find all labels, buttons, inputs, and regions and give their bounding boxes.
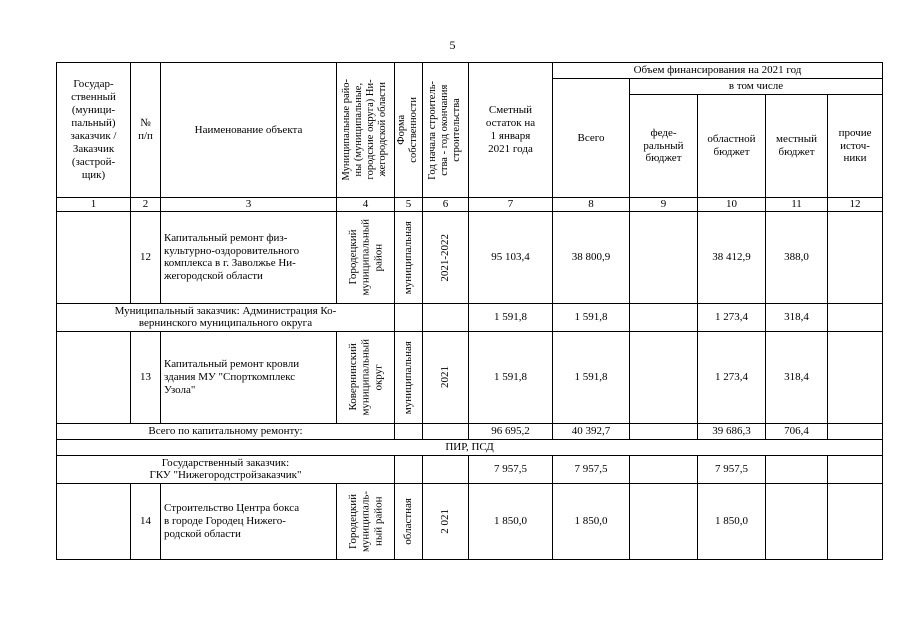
cell-object-name: Строительство Центра бокса в городе Городец Нижего- родской области xyxy=(161,483,337,559)
cell-total: 38 800,9 xyxy=(553,211,630,303)
cell-ownership: муниципальная xyxy=(395,331,423,423)
cell-estimate: 1 850,0 xyxy=(469,483,553,559)
cell-federal xyxy=(630,483,698,559)
colnum-5: 5 xyxy=(395,198,423,212)
cell-total: 1 591,8 xyxy=(553,331,630,423)
colnum-4: 4 xyxy=(337,198,395,212)
cell-regional: 1 850,0 xyxy=(698,483,766,559)
table-row xyxy=(57,483,883,559)
cell-no: 14 xyxy=(131,483,161,559)
header-regional: областной бюджет xyxy=(698,95,766,198)
cell-other xyxy=(828,483,883,559)
customer-row-koverninsky xyxy=(57,303,883,331)
header-estimate: Сметный остаток на 1 января 2021 года xyxy=(469,63,553,198)
total-row-capital-repair xyxy=(57,423,883,439)
cell-years: 2021-2022 xyxy=(423,211,469,303)
customer-label: Государственный заказчик: ГКУ "Нижегородстройзаказчик" xyxy=(57,455,395,483)
customer-label: Муниципальный заказчик: Администрация Ко- вернинского муниципального округа xyxy=(57,303,395,331)
table-row xyxy=(57,211,883,303)
cell-ownership: муниципальная xyxy=(395,211,423,303)
header-object-name: Наименование объекта xyxy=(161,63,337,198)
colnum-11: 11 xyxy=(766,198,828,212)
header-years: Год начала строитель- ства - год окончания строительства xyxy=(423,63,469,198)
cell-years: 2 021 xyxy=(423,483,469,559)
colnum-8: 8 xyxy=(553,198,630,212)
cell-estimate: 1 591,8 xyxy=(469,331,553,423)
cell-object-name: Капитальный ремонт кровли здания МУ "Спорткомплекс Узола" xyxy=(161,331,337,423)
table-row xyxy=(57,331,883,423)
cell-ownership xyxy=(395,303,423,331)
cell-customer xyxy=(57,331,131,423)
cell-regional: 38 412,9 xyxy=(698,211,766,303)
cell-local: 318,4 xyxy=(766,331,828,423)
cell-estimate: 1 591,8 xyxy=(469,303,553,331)
header-other: прочие источ- ники xyxy=(828,95,883,198)
colnum-6: 6 xyxy=(423,198,469,212)
header-no: № п/п xyxy=(131,63,161,198)
cell-estimate: 95 103,4 xyxy=(469,211,553,303)
colnum-7: 7 xyxy=(469,198,553,212)
cell-municipality: Городецкий муниципальный район xyxy=(337,211,395,303)
cell-federal xyxy=(630,331,698,423)
cell-total: 1 591,8 xyxy=(553,303,630,331)
cell-ownership: областная xyxy=(395,483,423,559)
cell-federal xyxy=(630,455,698,483)
cell-years: 2021 xyxy=(423,331,469,423)
cell-other xyxy=(828,423,883,439)
cell-total: 7 957,5 xyxy=(553,455,630,483)
cell-federal xyxy=(630,303,698,331)
cell-ownership xyxy=(395,455,423,483)
cell-total: 1 850,0 xyxy=(553,483,630,559)
cell-regional: 7 957,5 xyxy=(698,455,766,483)
cell-federal xyxy=(630,211,698,303)
header-local: местный бюджет xyxy=(766,95,828,198)
column-numbers-row xyxy=(57,198,883,212)
cell-local xyxy=(766,483,828,559)
cell-years xyxy=(423,455,469,483)
colnum-12: 12 xyxy=(828,198,883,212)
cell-customer xyxy=(57,483,131,559)
colnum-2: 2 xyxy=(131,198,161,212)
cell-other xyxy=(828,211,883,303)
colnum-1: 1 xyxy=(57,198,131,212)
cell-years xyxy=(423,423,469,439)
cell-no: 13 xyxy=(131,331,161,423)
cell-no: 12 xyxy=(131,211,161,303)
cell-federal xyxy=(630,423,698,439)
cell-total: 40 392,7 xyxy=(553,423,630,439)
customer-row-gku xyxy=(57,455,883,483)
colnum-10: 10 xyxy=(698,198,766,212)
cell-regional: 1 273,4 xyxy=(698,331,766,423)
cell-customer xyxy=(57,211,131,303)
cell-local: 318,4 xyxy=(766,303,828,331)
header-row-1 xyxy=(57,63,883,79)
section-title: ПИР, ПСД xyxy=(57,439,883,455)
page-number: 5 xyxy=(449,38,456,52)
header-federal: феде- ральный бюджет xyxy=(630,95,698,198)
section-row xyxy=(57,439,883,455)
cell-estimate: 7 957,5 xyxy=(469,455,553,483)
cell-regional: 1 273,4 xyxy=(698,303,766,331)
header-municipality: Муниципальные райо- ны (муниципальные, городские округа) Ни- жегородской области xyxy=(337,63,395,198)
cell-local: 388,0 xyxy=(766,211,828,303)
cell-other xyxy=(828,455,883,483)
header-customer: Государ- ственный (муници- пальный) заказчик / Заказчик (застрой- щик) xyxy=(57,63,131,198)
cell-estimate: 96 695,2 xyxy=(469,423,553,439)
colnum-9: 9 xyxy=(630,198,698,212)
header-total: Всего xyxy=(553,79,630,198)
cell-object-name: Капитальный ремонт физ- культурно-оздоровительного комплекса в г. Заволжье Ни- жегородской области xyxy=(161,211,337,303)
cell-other xyxy=(828,303,883,331)
cell-local xyxy=(766,455,828,483)
header-including: в том числе xyxy=(630,79,883,95)
colnum-3: 3 xyxy=(161,198,337,212)
cell-regional: 39 686,3 xyxy=(698,423,766,439)
cell-local: 706,4 xyxy=(766,423,828,439)
financing-table xyxy=(56,62,883,560)
header-financing: Объем финансирования на 2021 год xyxy=(553,63,883,79)
cell-municipality: Ковернинский муниципальный округ xyxy=(337,331,395,423)
cell-ownership xyxy=(395,423,423,439)
header-ownership: Форма собственности xyxy=(395,63,423,198)
cell-other xyxy=(828,331,883,423)
cell-municipality: Городецкий муниципаль- ный район xyxy=(337,483,395,559)
cell-years xyxy=(423,303,469,331)
total-label: Всего по капитальному ремонту: xyxy=(57,423,395,439)
